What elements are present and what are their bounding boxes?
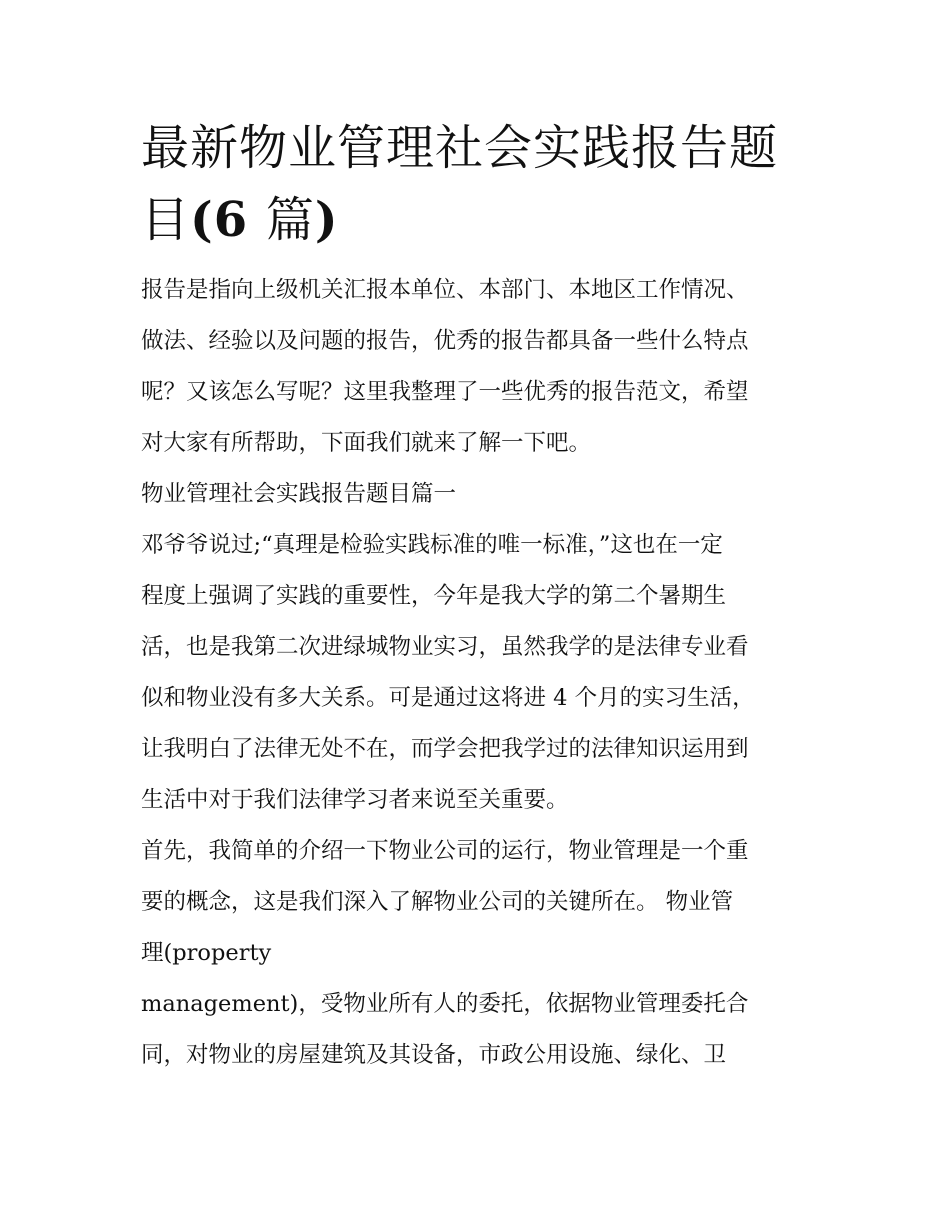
title-line-1: 最新物业管理社会实践报告题: [141, 120, 779, 176]
paragraph-line: 理(property: [141, 940, 272, 966]
paragraph-line: 同，对物业的房屋建筑及其设备，市政公用设施、绿化、卫: [141, 1042, 727, 1068]
document-page: [141, 112, 813, 1081]
paragraph-line: 让我明白了法律无处不在，而学会把我学过的法律知识运用到: [141, 736, 749, 762]
paragraph-line: 似和物业没有多大关系。可是通过这将进 4 个月的实习生活，: [141, 685, 755, 711]
section-heading: 物业管理社会实践报告题目篇一: [141, 481, 457, 507]
paragraph-line: 首先，我简单的介绍一下物业公司的运行，物业管理是一个重: [141, 838, 749, 864]
title-line-2-prefix: 目: [141, 192, 191, 248]
intro-line: 做法、经验以及问题的报告，优秀的报告都具备一些什么特点: [141, 328, 749, 354]
title-line-2-end: ): [314, 192, 339, 248]
title-line-2-word: 篇: [265, 192, 315, 248]
document-title: [141, 112, 813, 256]
intro-line: 对大家有所帮助，下面我们就来了解一下吧。: [141, 430, 592, 456]
paragraph-line: management)，受物业所有人的委托，依据物业管理委托合: [141, 991, 749, 1017]
paragraph-line: 邓爷爷说过;“真理是检验实践标准的唯一标准，”这也在一定: [141, 532, 723, 558]
intro-line: 报告是指向上级机关汇报本单位、本部门、本地区工作情况、: [141, 277, 749, 303]
paragraph-line: 生活中对于我们法律学习者来说至关重要。: [141, 787, 569, 813]
paragraph-line: 程度上强调了实践的重要性，今年是我大学的第二个暑期生: [141, 583, 727, 609]
intro-paragraph: [141, 265, 813, 469]
paragraph-line: 要的概念，这是我们深入了解物业公司的关键所在。 物业管: [141, 889, 734, 915]
intro-line: 呢？又该怎么写呢？这里我整理了一些优秀的报告范文，希望: [141, 379, 749, 405]
title-line-2-number: (6: [190, 192, 266, 248]
body-paragraph-1: [141, 520, 813, 826]
body-paragraph-2: [141, 826, 813, 1081]
paragraph-line: 活，也是我第二次进绿城物业实习，虽然我学的是法律专业看: [141, 634, 749, 660]
